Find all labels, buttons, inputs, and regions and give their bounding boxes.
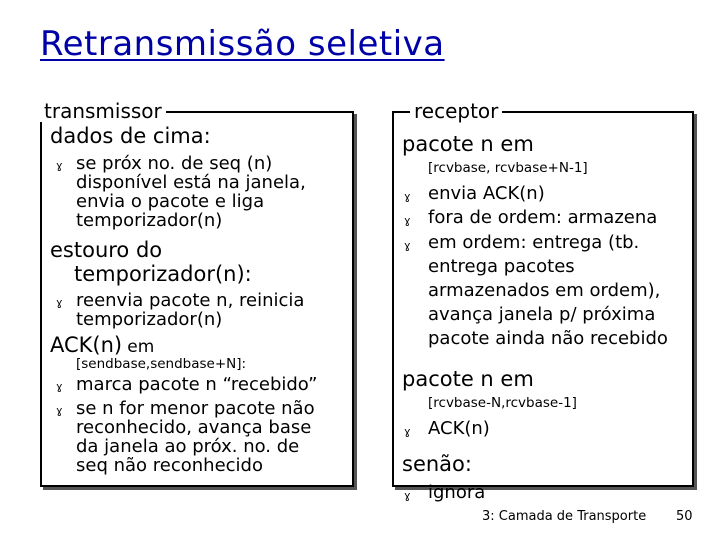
bullet-icon: ɣ bbox=[56, 296, 63, 309]
receiver-item-line: pacote ainda não recebido bbox=[428, 328, 668, 349]
receiver-item-line: avança janela p/ próxima bbox=[428, 304, 656, 325]
bullet-icon: ɣ bbox=[56, 159, 63, 172]
bullet-icon: ɣ bbox=[56, 380, 63, 393]
sender-ack-item-line: seq não reconhecido bbox=[76, 455, 263, 476]
receiver-packet-heading: pacote n em bbox=[402, 132, 534, 156]
sender-ack-item-line: se n for menor pacote não bbox=[76, 398, 315, 419]
receiver-range: [rcvbase-N,rcvbase-1] bbox=[428, 395, 577, 411]
receiver-item-line: armazenados em ordem), bbox=[428, 280, 661, 301]
footer-chapter: 3: Camada de Transporte bbox=[482, 509, 647, 524]
sender-timeout-heading: temporizador(n): bbox=[74, 262, 252, 286]
bullet-icon: ɣ bbox=[56, 404, 63, 417]
bullet-icon: ɣ bbox=[404, 425, 411, 438]
bullet-icon: ɣ bbox=[404, 489, 411, 502]
sender-ack-suffix: em bbox=[127, 337, 155, 357]
sender-ack-item-line: da janela ao próx. no. de bbox=[76, 436, 300, 457]
sender-legend: transmissor bbox=[40, 100, 166, 122]
sender-data-item-line: se próx no. de seq (n) bbox=[76, 153, 273, 174]
receiver-item: ignora bbox=[428, 482, 486, 503]
sender-data-heading: dados de cima: bbox=[50, 124, 211, 148]
bullet-icon: ɣ bbox=[404, 190, 411, 203]
bullet-icon: ɣ bbox=[404, 214, 411, 227]
receiver-item: ACK(n) bbox=[428, 418, 490, 439]
sender-ack-item: marca pacote n “recebido” bbox=[76, 374, 318, 395]
receiver-legend: receptor bbox=[410, 100, 502, 122]
sender-data-item-line: disponível está na janela, bbox=[76, 172, 306, 193]
receiver-packet-heading: pacote n em bbox=[402, 367, 534, 391]
sender-ack-label: ACK(n) bbox=[50, 333, 123, 357]
sender-data-item-line: envia o pacote e liga bbox=[76, 191, 265, 212]
receiver-range: [rcvbase, rcvbase+N-1] bbox=[428, 160, 588, 176]
sender-timeout-item-line: temporizador(n) bbox=[76, 309, 223, 330]
receiver-item: envia ACK(n) bbox=[428, 183, 545, 204]
sender-timeout-heading: estouro do bbox=[50, 238, 163, 262]
receiver-otherwise-heading: senão: bbox=[402, 452, 472, 476]
sender-ack-item-line: reconhecido, avança base bbox=[76, 417, 312, 438]
receiver-item-line: em ordem: entrega (tb. bbox=[428, 232, 640, 253]
sender-ack-range: [sendbase,sendbase+N]: bbox=[76, 356, 247, 372]
receiver-item: fora de ordem: armazena bbox=[428, 207, 658, 228]
sender-data-item-line: temporizador(n) bbox=[76, 210, 223, 231]
page-number: 50 bbox=[676, 509, 693, 524]
bullet-icon: ɣ bbox=[404, 239, 411, 252]
receiver-item-line: entrega pacotes bbox=[428, 256, 575, 277]
sender-timeout-item-line: reenvia pacote n, reinicia bbox=[76, 290, 305, 311]
slide-title: Retransmissão seletiva bbox=[40, 24, 445, 64]
